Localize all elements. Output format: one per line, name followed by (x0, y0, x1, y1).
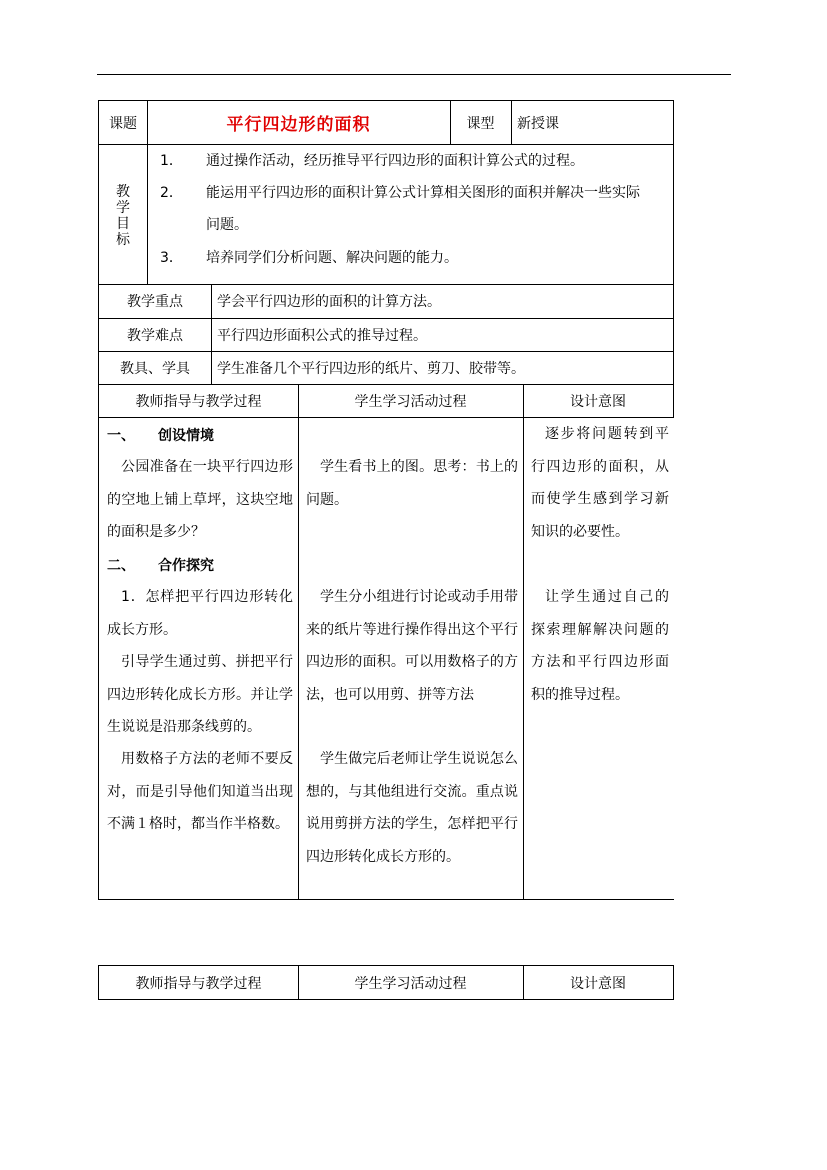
lesson-title-cell (147, 100, 451, 145)
objective-1-num: 1． (160, 153, 183, 169)
col-teacher-header (98, 384, 299, 418)
type-label: 课型 (466, 115, 495, 132)
tools-value: 学生准备几个平行四边形的纸片、剪刀、胶带等。 (217, 360, 525, 377)
type-value: 新授课 (517, 115, 559, 132)
objective-1-text: 通过操作活动，经历推导平行四边形的面积计算公式的过程。 (206, 153, 584, 169)
tools-value-cell (211, 351, 674, 385)
intent-cell (523, 417, 674, 900)
teacher-section-1-num: 一、 (107, 428, 135, 444)
objective-3-num: 3． (160, 250, 183, 266)
intent-para-1: 逐步将问题转到平行四边形的面积，从而使学生感到学习新知识的必要性。 (531, 426, 669, 540)
objective-2-num: 2． (160, 185, 183, 201)
teacher-para-2: 1．怎样把平行四边形转化成长方形。 (107, 589, 293, 638)
teacher-section-1-title: 创设情境 (158, 428, 214, 444)
focus-label-cell (98, 284, 212, 319)
table2-col-student-label: 学生学习活动过程 (354, 975, 467, 992)
objectives-cell (147, 144, 674, 285)
intent-para-2: 让学生通过自己的探索理解解决问题的方法和平行四边形面积的推导过程。 (531, 589, 669, 703)
col-teacher-label: 教师指导与教学过程 (135, 393, 262, 410)
student-para-1: 学生看书上的图。思考：书上的问题。 (306, 459, 518, 508)
difficulty-value: 平行四边形面积公式的推导过程。 (217, 327, 427, 344)
objective-3-text: 培养同学们分析问题、解决问题的能力。 (206, 250, 458, 266)
teacher-para-1: 公园准备在一块平行四边形的空地上铺上草坪，这块空地的面积是多少？ (107, 459, 293, 540)
table2-col-teacher (98, 965, 299, 1000)
type-value-cell (511, 100, 674, 145)
col-intent-label: 设计意图 (570, 393, 626, 410)
col-intent-header (523, 384, 674, 418)
student-cell (298, 417, 524, 900)
focus-label: 教学重点 (127, 294, 183, 310)
lesson-label-cell (98, 100, 148, 145)
teacher-cell (98, 417, 299, 900)
col-student-label: 学生学习活动过程 (354, 393, 467, 410)
header-rule (97, 74, 731, 75)
student-para-3: 学生做完后老师让学生说说怎么想的，与其他组进行交流。重点说说用剪拼方法的学生，怎样把平行四边形转化成长方形的。 (306, 751, 518, 865)
teacher-para-3: 引导学生通过剪、拼把平行四边形转化成长方形。并让学生说说是沿那条线剪的。 (107, 654, 293, 735)
difficulty-value-cell (211, 318, 674, 352)
teacher-section-2-num: 二、 (107, 558, 135, 574)
col-student-header (298, 384, 524, 418)
focus-value-cell (211, 284, 674, 319)
student-para-2: 学生分小组进行讨论或动手用带来的纸片等进行操作得出这个平行四边形的面积。可以用数格子的方法，也可以用剪、拼等方法 (306, 589, 518, 703)
tools-label: 教具、学具 (120, 360, 190, 377)
difficulty-label: 教学难点 (127, 327, 183, 344)
focus-value: 学会平行四边形的面积的计算方法。 (217, 294, 441, 310)
type-label-cell (450, 100, 512, 145)
tools-label-cell (98, 351, 212, 385)
table2-col-student (298, 965, 524, 1000)
table2-col-intent (523, 965, 674, 1000)
table2-col-teacher-label: 教师指导与教学过程 (135, 975, 262, 992)
objectives-label: 教 学 目 标 (116, 184, 130, 248)
teacher-para-4: 用数格子方法的老师不要反对，而是引导他们知道当出现不满１格时，都当作半格数。 (107, 751, 293, 832)
table2-col-intent-label: 设计意图 (570, 975, 626, 992)
objective-2-text: 能运用平行四边形的面积计算公式计算相关图形的面积并解决一些实际 (206, 185, 640, 201)
lesson-title: 平行四边形的面积 (226, 115, 371, 135)
difficulty-label-cell (98, 318, 212, 352)
teacher-section-2-title: 合作探究 (158, 558, 214, 574)
lesson-label: 课题 (109, 115, 137, 132)
objectives-label-cell (98, 144, 148, 285)
objective-2-text-cont: 问题。 (206, 217, 248, 233)
